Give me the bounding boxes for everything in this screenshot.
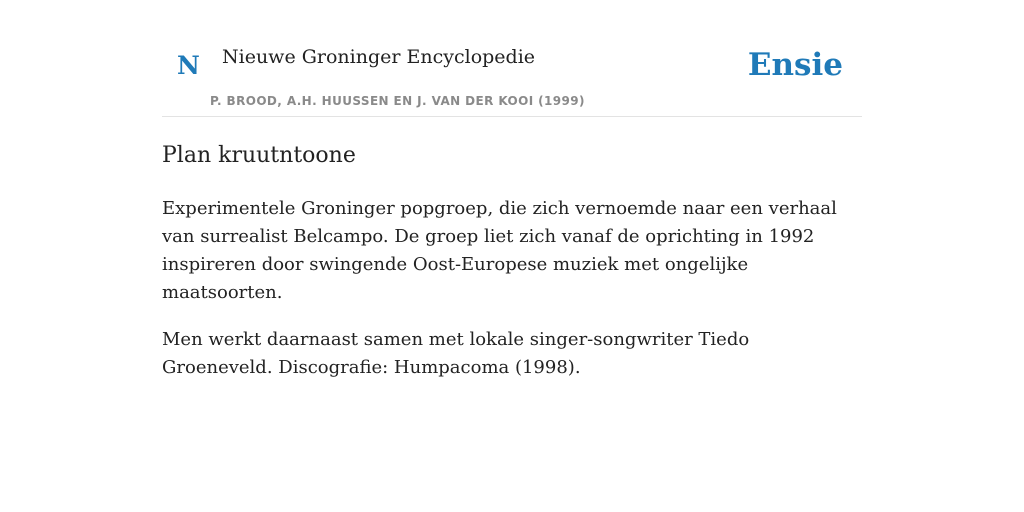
entry-title: Plan kruutntoone (162, 143, 356, 168)
entry-card (162, 0, 862, 382)
source-logo[interactable]: N (177, 51, 200, 80)
entry-paragraph: Men werkt daarnaast samen met lokale singer-songwriter Tiedo Groeneveld. Discografie: Humpacoma (1998). (162, 329, 750, 378)
source-title-link[interactable]: Nieuwe Groninger Encyclopedie (222, 46, 536, 68)
source-header (162, 0, 862, 117)
ensie-brand-logo[interactable]: Ensie (747, 47, 843, 83)
entry-body (162, 195, 862, 382)
source-authors: P. BROOD, A.H. HUUSSEN EN J. VAN DER KOOI (1999) (210, 94, 585, 108)
entry-paragraph: Experimentele Groninger popgroep, die zich vernoemde naar een verhaal van surrealist Belcampo. De groep liet zich vanaf de oprichting in 1992 inspireren door swingende Oost-Europese muziek met ongelijke maatsoorten. (162, 198, 837, 303)
